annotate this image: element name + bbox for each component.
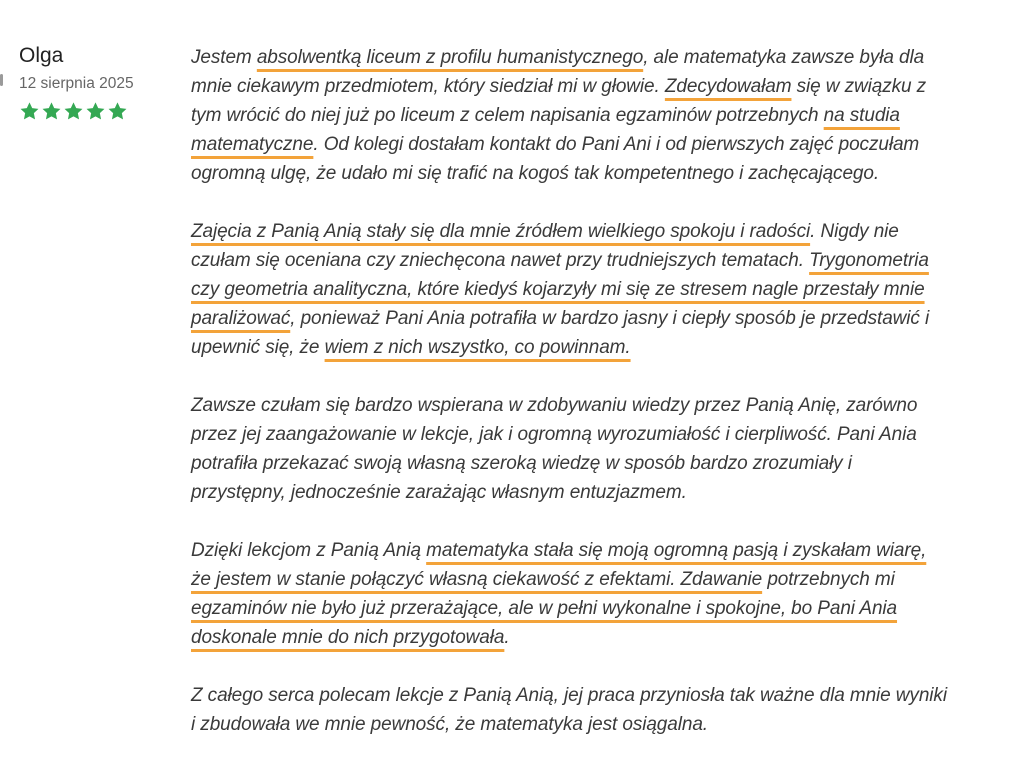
text-segment: Jestem xyxy=(191,47,257,68)
review-paragraph xyxy=(191,681,951,739)
highlighted-phrase: Zdecydowałam xyxy=(664,76,792,97)
text-segment: . Nigdy nie czułam się oceniana czy zniechęcona nawet przy trudniejszych tematach. xyxy=(191,221,899,271)
highlighted-phrase: matematyka stała się moją ogromną pasją i zyskałam wiarę, że jestem w stanie połączyć własną ciekawość z efektami. Zdawanie xyxy=(191,540,927,590)
text-segment: Zawsze czułam się bardzo wspierana w zdobywaniu wiedzy przez Panią Anię, zarówno przez jej zaangażowanie w lekcje, jak i ogromną wyrozumiałość i cierpliwość. Pani Ania potrafiła przekazać swoją własną szeroką wiedzę w sposób bardzo zrozumiały i przystępny, jednocześnie zarażając własnym entuzjazmem. xyxy=(191,395,918,503)
highlighted-phrase: absolwentką liceum z profilu humanistycznego xyxy=(256,47,644,68)
text-segment: Dzięki lekcjom z Panią Anią xyxy=(191,540,427,561)
star-icon xyxy=(107,101,128,122)
star-icon xyxy=(63,101,84,122)
highlighted-phrase: wiem z nich wszystko, co powinnam. xyxy=(324,337,631,358)
review-paragraph xyxy=(191,217,951,362)
review-text xyxy=(191,43,951,768)
highlighted-phrase: Zajęcia z Panią Anią stały się dla mnie źródłem wielkiego spokoju i radości xyxy=(191,221,811,242)
highlighted-phrase: Trygonometria czy geometria analityczna, które kiedyś kojarzyły mi się ze stresem nagle przestały mnie paraliżować xyxy=(191,250,929,329)
star-icon xyxy=(19,101,40,122)
review-paragraph xyxy=(191,391,951,507)
review-author-block xyxy=(19,42,179,122)
star-rating xyxy=(19,101,179,122)
review-paragraph xyxy=(191,43,951,188)
highlighted-phrase: na studia matematyczne xyxy=(191,105,900,155)
review-paragraph xyxy=(191,536,951,652)
star-icon xyxy=(85,101,106,122)
text-segment: się w związku z tym wrócić do niej już po liceum z celem napisania egzaminów potrzebnych xyxy=(191,76,927,126)
text-segment: potrzebnych mi xyxy=(762,569,895,590)
star-icon xyxy=(41,101,62,122)
scroll-edge-indicator xyxy=(0,74,3,86)
text-segment: . xyxy=(504,627,510,648)
highlighted-phrase: egzaminów nie było już przerażające, ale w pełni wykonalne i spokojne, bo Pani Ania doskonale mnie do nich przygotowała xyxy=(191,598,898,648)
review-date: 12 sierpnia 2025 xyxy=(19,75,134,92)
author-name: Olga xyxy=(19,44,64,67)
text-segment: . Od kolegi dostałam kontakt do Pani Ani i od pierwszych zajęć poczułam ogromną ulgę, że udało mi się trafić na kogoś tak kompetentnego i zachęcającego. xyxy=(191,134,920,184)
text-segment: , ale matematyka zawsze była dla mnie ciekawym przedmiotem, który siedział mi w głowie. xyxy=(191,47,925,97)
text-segment: , ponieważ Pani Ania potrafiła w bardzo jasny i ciepły sposób je przedstawić i upewnić się, że xyxy=(191,308,930,358)
text-segment: Z całego serca polecam lekcje z Panią Anią, jej praca przyniosła tak ważne dla mnie wyniki i zbudowała we mnie pewność, że matematyka jest osiągalna. xyxy=(191,685,947,735)
